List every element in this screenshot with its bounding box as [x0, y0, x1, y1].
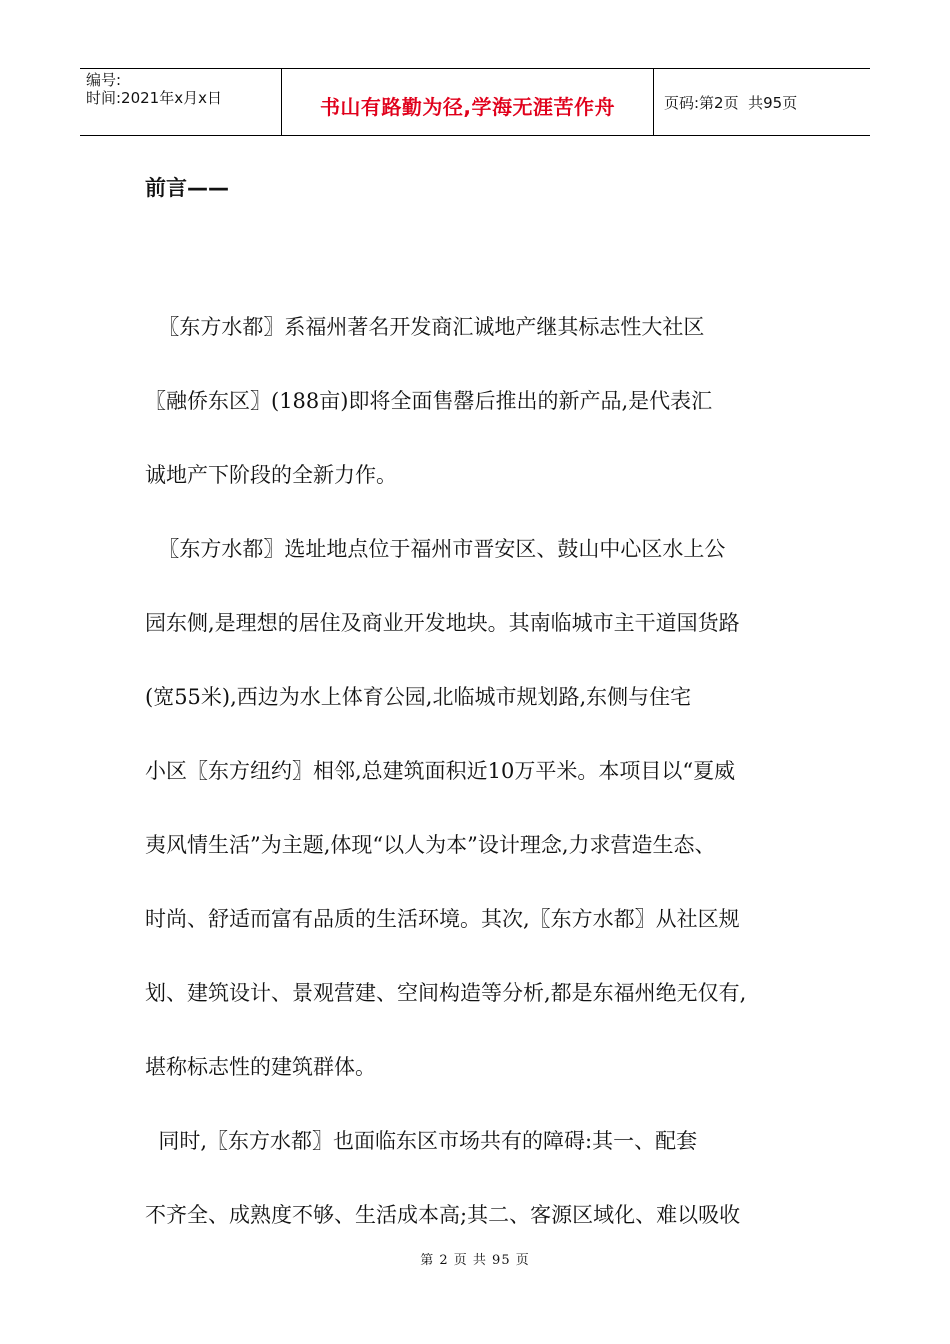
text-line: 诚地产下阶段的全新力作。 [145, 463, 397, 487]
text-line: (宽55米),西边为水上体育公园,北临城市规划路,东侧与住宅 [145, 685, 692, 709]
header-page-cell [654, 69, 870, 135]
section-heading: 前言—— [145, 176, 229, 200]
text-line: 同时,〖东方水都〗也面临东区市场共有的障碍:其一、配套 [145, 1129, 698, 1153]
header-motto-cell [282, 69, 654, 135]
text-line: 时尚、舒适而富有品质的生活环境。其次,〖东方水都〗从社区规 [145, 907, 740, 931]
footer-page-number: 第 2 页 共 95 页 [420, 1253, 530, 1268]
text-line: 堪称标志性的建筑群体。 [145, 1055, 376, 1079]
document-number-label: 编号: [86, 71, 122, 89]
document-time-label: 时间:2021年x月x日 [86, 89, 222, 107]
body-text [145, 290, 815, 1252]
header-motto: 书山有路勤为径,学海无涯苦作舟 [319, 94, 616, 119]
text-line: 不齐全、成熟度不够、生活成本高;其二、客源区域化、难以吸收 [145, 1203, 741, 1227]
header-table [80, 68, 870, 136]
text-line: 小区〖东方纽约〗相邻,总建筑面积近10万平米。本项目以“夏威 [145, 759, 736, 783]
page-footer [0, 1249, 950, 1268]
text-line: 园东侧,是理想的居住及商业开发地块。其南临城市主干道国货路 [145, 611, 740, 635]
text-line: 〖东方水都〗系福州著名开发商汇诚地产继其标志性大社区 [145, 315, 705, 339]
text-line: 〖东方水都〗选址地点位于福州市晋安区、鼓山中心区水上公 [145, 537, 726, 561]
text-line: 〖融侨东区〗(188亩)即将全面售罄后推出的新产品,是代表汇 [145, 389, 713, 413]
text-line: 夷风情生活”为主题,体现“以人为本”设计理念,力求营造生态、 [145, 833, 716, 857]
header-page-info: 页码:第2页 共95页 [664, 93, 798, 112]
text-line: 划、建筑设计、景观营建、空间构造等分析,都是东福州绝无仅有, [145, 981, 747, 1005]
header-meta-cell [80, 69, 282, 135]
